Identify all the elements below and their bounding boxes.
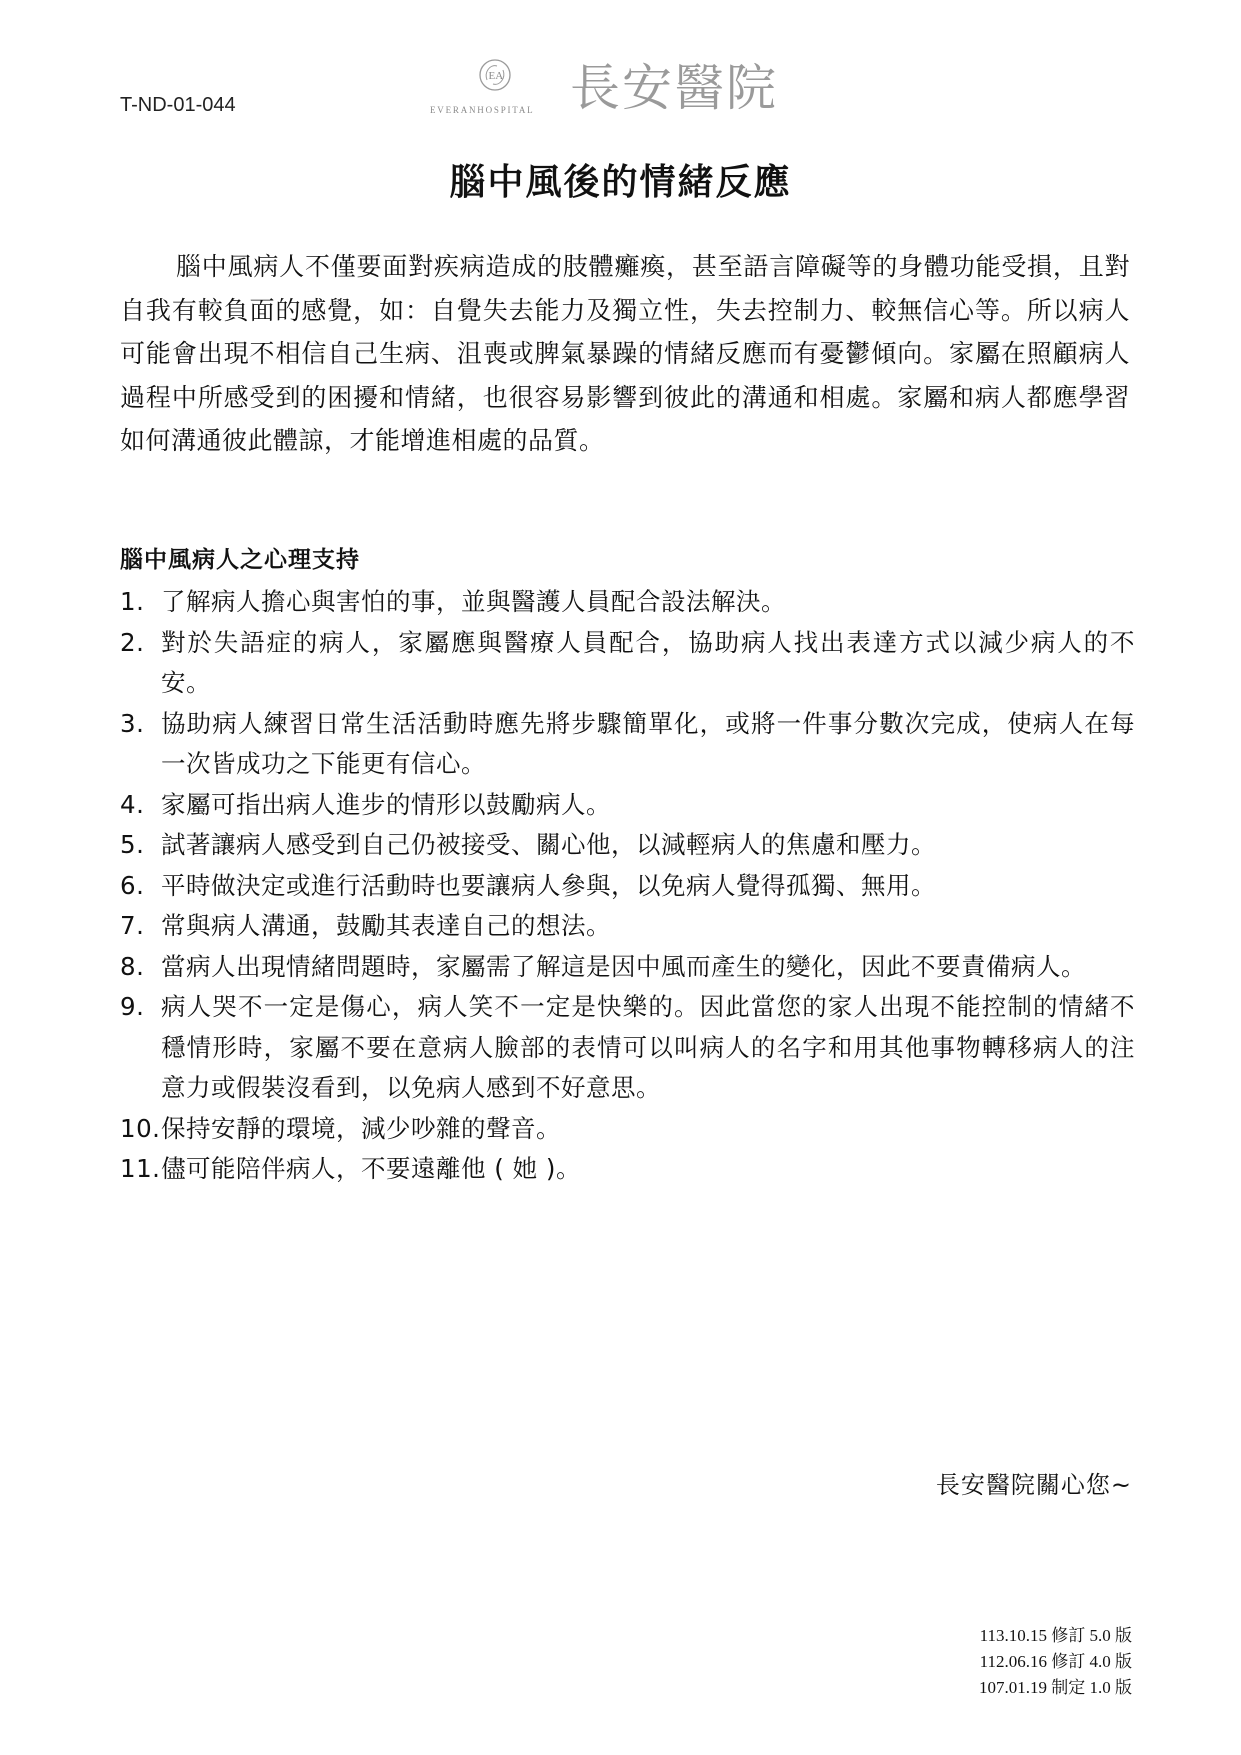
logo-chinese-name: 長安醫院 xyxy=(570,59,778,117)
list-item-text: 試著讓病人感受到自己仍被接受、關心他，以減輕病人的焦慮和壓力。 xyxy=(161,830,936,859)
support-list xyxy=(120,582,1135,1190)
section-heading: 腦中風病人之心理支持 xyxy=(120,547,360,573)
list-item-text: 平時做決定或進行活動時也要讓病人參與，以免病人覺得孤獨、無用。 xyxy=(161,870,936,900)
document-code: T-ND-01-044 xyxy=(120,94,236,116)
list-item-number: 11. xyxy=(120,1154,161,1183)
list-item-number: 9. xyxy=(120,992,145,1021)
list-item-number: 10. xyxy=(120,1113,161,1143)
list-item-text: 常與病人溝通，鼓勵其表達自己的想法。 xyxy=(161,911,611,940)
list-item-text: 對於失語症的病人，家屬應與醫療人員配合，協助病人找出表達方式以減少病人的不安。 xyxy=(161,627,1135,697)
list-item-text: 當病人出現情緒問題時，家屬需了解這是因中風而產生的變化，因此不要責備病人。 xyxy=(161,951,1086,981)
everan-emblem-icon xyxy=(478,58,512,92)
revision-line: 112.06.16 修訂 4.0 版 xyxy=(979,1652,1132,1671)
list-item-number: 3. xyxy=(120,708,145,738)
logo-english-name: EVERANHOSPITAL xyxy=(430,105,535,115)
list-item xyxy=(120,1149,1135,1190)
list-item xyxy=(120,866,1135,907)
list-item-text: 了解病人擔心與害怕的事，並與醫護人員配合設法解決。 xyxy=(161,587,786,616)
list-item-number: 6. xyxy=(120,870,145,900)
revision-line: 107.01.19 制定 1.0 版 xyxy=(979,1678,1132,1697)
list-item-text: 儘可能陪伴病人，不要遠離他 ( 她 )。 xyxy=(161,1154,581,1183)
list-item xyxy=(120,987,1135,1109)
list-item xyxy=(120,1109,1135,1150)
list-item-number: 7. xyxy=(120,911,145,940)
list-item xyxy=(120,947,1135,988)
list-item-text: 病人哭不一定是傷心，病人笑不一定是快樂的。因此當您的家人出現不能控制的情緒不穩情形時，家屬不要在意病人臉部的表情可以叫病人的名字和用其他事物轉移病人的注意力或假裝沒看到，以免病人感到不好意思。 xyxy=(161,992,1135,1102)
list-item xyxy=(120,825,1135,866)
page-title: 腦中風後的情緒反應 xyxy=(449,162,792,203)
revision-history xyxy=(979,1623,1132,1701)
list-item-text: 協助病人練習日常生活活動時應先將步驟簡單化，或將一件事分數次完成，使病人在每一次皆成功之下能更有信心。 xyxy=(161,708,1135,778)
list-item-number: 1. xyxy=(120,587,145,616)
svg-text:EA: EA xyxy=(488,70,504,82)
list-item-number: 4. xyxy=(120,789,145,819)
list-item xyxy=(120,785,1135,826)
list-item xyxy=(120,582,1135,623)
list-item-text: 家屬可指出病人進步的情形以鼓勵病人。 xyxy=(161,789,611,819)
list-item xyxy=(120,704,1135,785)
list-item-number: 2. xyxy=(120,627,145,657)
list-item-number: 5. xyxy=(120,830,145,859)
list-item-number: 8. xyxy=(120,951,145,981)
list-item xyxy=(120,906,1135,947)
sign-off: 長安醫院關心您~ xyxy=(935,1471,1132,1499)
revision-line: 113.10.15 修訂 5.0 版 xyxy=(979,1626,1132,1645)
list-item-text: 保持安靜的環境，減少吵雜的聲音。 xyxy=(161,1113,561,1143)
hospital-logo xyxy=(430,52,840,122)
list-item xyxy=(120,623,1135,704)
intro-paragraph: 腦中風病人不僅要面對疾病造成的肢體癱瘓，甚至語言障礙等的身體功能受損，且對自我有較負面的感覺，如：自覺失去能力及獨立性，失去控制力、較無信心等。所以病人可能會出現不相信自己生病、沮喪或脾氣暴躁的情緒反應而有憂鬱傾向。家屬在照顧病人過程中所感受到的困擾和情緒，也很容易影響到彼此的溝通和相處。家屬和病人都應學習如何溝通彼此體諒，才能增進相處的品質。 xyxy=(120,252,1130,455)
